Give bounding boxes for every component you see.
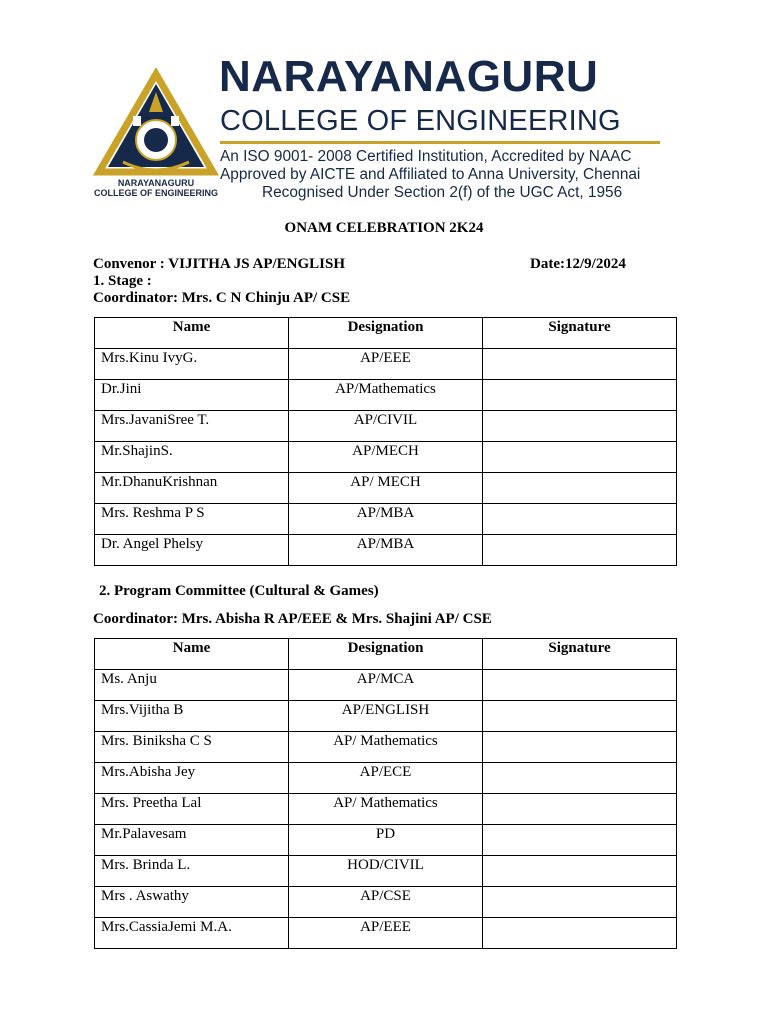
- section1-coordinator: Coordinator: Mrs. C N Chinju AP/ CSE: [93, 290, 351, 306]
- designation-cell: AP/ECE: [289, 763, 483, 794]
- name-cell: Mrs . Aswathy: [95, 887, 289, 918]
- table-row: [95, 918, 677, 949]
- signature-cell[interactable]: [483, 701, 677, 732]
- signature-cell[interactable]: [483, 535, 677, 566]
- designation-cell: AP/ MECH: [289, 473, 483, 504]
- section2-coordinator: Coordinator: Mrs. Abisha R AP/EEE & Mrs. Shajini AP/ CSE: [93, 611, 492, 627]
- designation-cell: AP/EEE: [289, 918, 483, 949]
- designation-cell: AP/CIVIL: [289, 411, 483, 442]
- section1-heading: 1. Stage :: [93, 273, 152, 289]
- name-cell: Mr.ShajinS.: [95, 442, 289, 473]
- table-row: [95, 763, 677, 794]
- column-header-name: Name: [95, 639, 289, 670]
- table-row: [95, 732, 677, 763]
- column-header-name: Name: [95, 318, 289, 349]
- table-row: [95, 535, 677, 566]
- table-row: [95, 825, 677, 856]
- section2-heading: 2. Program Committee (Cultural & Games): [99, 583, 379, 599]
- designation-cell: AP/MCA: [289, 670, 483, 701]
- table-header-row: [95, 639, 677, 670]
- designation-cell: AP/ Mathematics: [289, 794, 483, 825]
- table-row: [95, 473, 677, 504]
- name-cell: Mr.Palavesam: [95, 825, 289, 856]
- name-cell: Mrs. Preetha Lal: [95, 794, 289, 825]
- logo-caption-line2: COLLEGE OF ENGINEERING: [93, 188, 218, 198]
- signature-cell[interactable]: [483, 794, 677, 825]
- accreditation-line: Recognised Under Section 2(f) of the UGC Act, 1956: [262, 184, 623, 201]
- signature-cell[interactable]: [483, 670, 677, 701]
- name-cell: Mrs.CassiaJemi M.A.: [95, 918, 289, 949]
- table-row: [95, 380, 677, 411]
- signature-cell[interactable]: [483, 887, 677, 918]
- table-row: [95, 794, 677, 825]
- designation-cell: AP/ENGLISH: [289, 701, 483, 732]
- signature-cell[interactable]: [483, 380, 677, 411]
- table-row: [95, 349, 677, 380]
- name-cell: Mrs.Kinu IvyG.: [95, 349, 289, 380]
- column-header-signature: Signature: [483, 318, 677, 349]
- signature-cell[interactable]: [483, 763, 677, 794]
- signature-cell[interactable]: [483, 504, 677, 535]
- signature-cell[interactable]: [483, 411, 677, 442]
- designation-cell: AP/ Mathematics: [289, 732, 483, 763]
- designation-cell: AP/MECH: [289, 442, 483, 473]
- name-cell: Mrs.Abisha Jey: [95, 763, 289, 794]
- name-cell: Dr. Angel Phelsy: [95, 535, 289, 566]
- accreditation-line: Approved by AICTE and Affiliated to Anna University, Chennai: [220, 166, 641, 183]
- convenor-line: Convenor : VIJITHA JS AP/ENGLISH: [93, 256, 346, 272]
- signature-cell[interactable]: [483, 918, 677, 949]
- name-cell: Mrs.Vijitha B: [95, 701, 289, 732]
- name-cell: Ms. Anju: [95, 670, 289, 701]
- column-header-designation: Designation: [289, 318, 483, 349]
- name-cell: Mr.DhanuKrishnan: [95, 473, 289, 504]
- program-committee-table: [94, 638, 677, 949]
- table-row: [95, 887, 677, 918]
- college-subtitle: COLLEGE OF ENGINEERING: [220, 105, 621, 137]
- college-name: NARAYANAGURU: [219, 52, 599, 101]
- designation-cell: AP/MBA: [289, 504, 483, 535]
- logo-caption-line1: NARAYANAGURU: [117, 178, 195, 188]
- signature-cell[interactable]: [483, 732, 677, 763]
- signature-cell[interactable]: [483, 442, 677, 473]
- college-emblem-icon: [93, 68, 219, 180]
- name-cell: Mrs. Reshma P S: [95, 504, 289, 535]
- designation-cell: PD: [289, 825, 483, 856]
- table-row: [95, 701, 677, 732]
- table-row: [95, 504, 677, 535]
- signature-cell[interactable]: [483, 473, 677, 504]
- table-row: [95, 856, 677, 887]
- table-row: [95, 670, 677, 701]
- designation-cell: HOD/CIVIL: [289, 856, 483, 887]
- letterhead: [0, 0, 768, 215]
- table-row: [95, 411, 677, 442]
- date-line: Date:12/9/2024: [530, 256, 626, 272]
- designation-cell: AP/EEE: [289, 349, 483, 380]
- name-cell: Dr.Jini: [95, 380, 289, 411]
- name-cell: Mrs. Biniksha C S: [95, 732, 289, 763]
- name-cell: Mrs.JavaniSree T.: [95, 411, 289, 442]
- signature-cell[interactable]: [483, 825, 677, 856]
- signature-cell[interactable]: [483, 856, 677, 887]
- table-row: [95, 442, 677, 473]
- designation-cell: AP/Mathematics: [289, 380, 483, 411]
- designation-cell: AP/CSE: [289, 887, 483, 918]
- table-header-row: [95, 318, 677, 349]
- stage-committee-table: [94, 317, 677, 566]
- column-header-signature: Signature: [483, 639, 677, 670]
- document-title: ONAM CELEBRATION 2K24: [284, 220, 484, 236]
- name-cell: Mrs. Brinda L.: [95, 856, 289, 887]
- accreditation-line: An ISO 9001- 2008 Certified Institution, Accredited by NAAC: [220, 148, 632, 165]
- designation-cell: AP/MBA: [289, 535, 483, 566]
- header-divider: [220, 141, 660, 144]
- college-logo: [93, 68, 219, 202]
- signature-cell[interactable]: [483, 349, 677, 380]
- column-header-designation: Designation: [289, 639, 483, 670]
